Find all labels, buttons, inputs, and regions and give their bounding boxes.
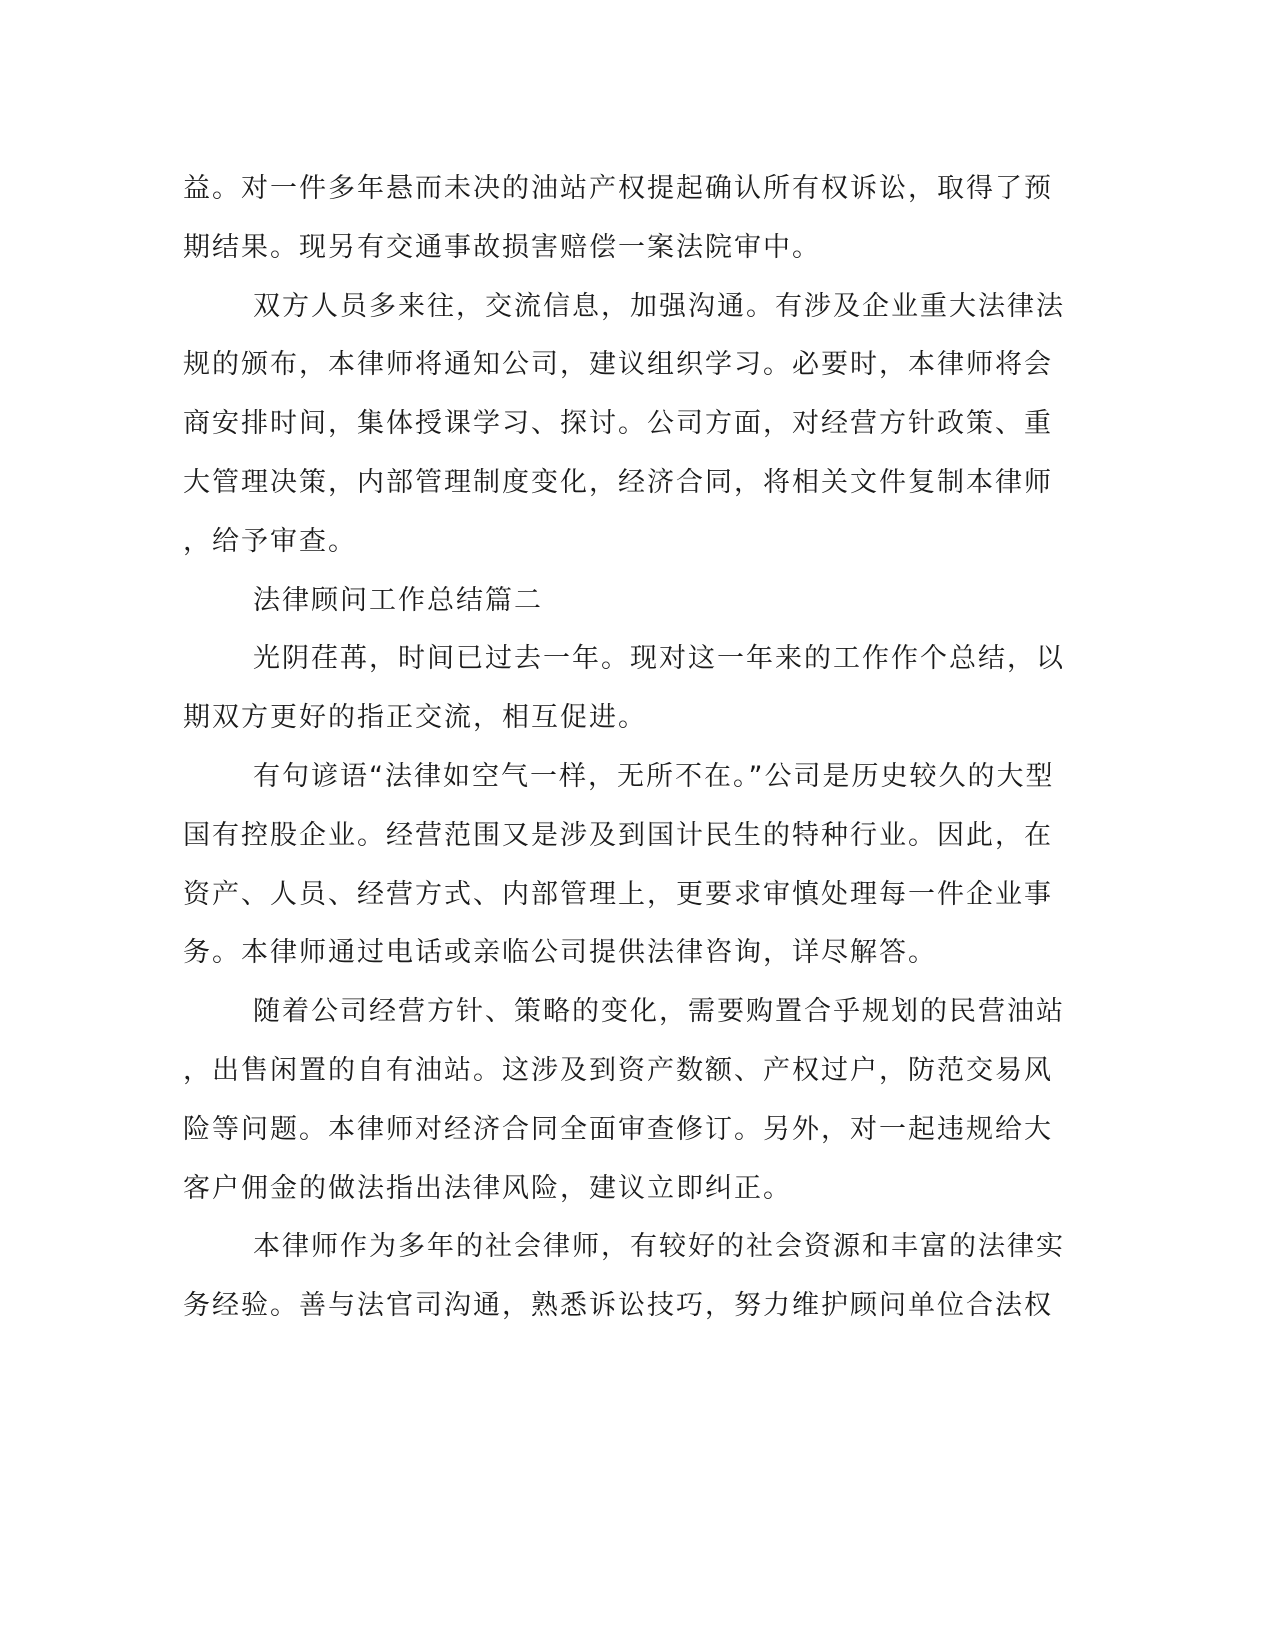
text-line: 客户佣金的做法指出法律风险，建议立即纠正。 bbox=[183, 1172, 792, 1204]
text-line: 期双方更好的指正交流，相互促进。 bbox=[183, 702, 647, 734]
text-line: 资产、人员、经营方式、内部管理上，更要求审慎处理每一件企业事 bbox=[183, 878, 1053, 910]
text-line: 规的颁布，本律师将通知公司，建议组织学习。必要时，本律师将会 bbox=[183, 349, 1053, 381]
text-line: ，给予审查。 bbox=[183, 525, 357, 557]
text-line: 国有控股企业。经营范围又是涉及到国计民生的特种行业。因此，在 bbox=[183, 819, 1053, 851]
text-line: 大管理决策，内部管理制度变化，经济合同，将相关文件复制本律师 bbox=[183, 466, 1053, 498]
text-line: 本律师作为多年的社会律师，有较好的社会资源和丰富的法律实 bbox=[253, 1231, 1065, 1263]
text-line: 随着公司经营方针、策略的变化，需要购置合乎规划的民营油站 bbox=[253, 996, 1065, 1028]
text-line: 务。本律师通过电话或亲临公司提供法律咨询，详尽解答。 bbox=[183, 937, 937, 969]
section-heading: 法律顾问工作总结篇二 bbox=[253, 584, 543, 616]
document-body bbox=[183, 160, 1065, 1336]
text-line: 双方人员多来往，交流信息，加强沟通。有涉及企业重大法律法 bbox=[253, 290, 1065, 322]
text-line: 务经验。善与法官司沟通，熟悉诉讼技巧，努力维护顾问单位合法权 bbox=[183, 1290, 1053, 1322]
text-line: ，出售闲置的自有油站。这涉及到资产数额、产权过户，防范交易风 bbox=[183, 1054, 1053, 1086]
text-line: 益。对一件多年悬而未决的油站产权提起确认所有权诉讼，取得了预 bbox=[183, 173, 1053, 204]
text-line: 期结果。现另有交通事故损害赔偿一案法院审中。 bbox=[183, 231, 821, 263]
text-line: 商安排时间，集体授课学习、探讨。公司方面，对经营方针政策、重 bbox=[183, 408, 1053, 440]
text-line: 险等问题。本律师对经济合同全面审查修订。另外，对一起违规给大 bbox=[183, 1113, 1053, 1145]
text-line: 有句谚语“法律如空气一样，无所不在。”公司是历史较久的大型 bbox=[253, 760, 1055, 792]
text-line: 光阴荏苒，时间已过去一年。现对这一年来的工作作个总结，以 bbox=[253, 643, 1065, 675]
